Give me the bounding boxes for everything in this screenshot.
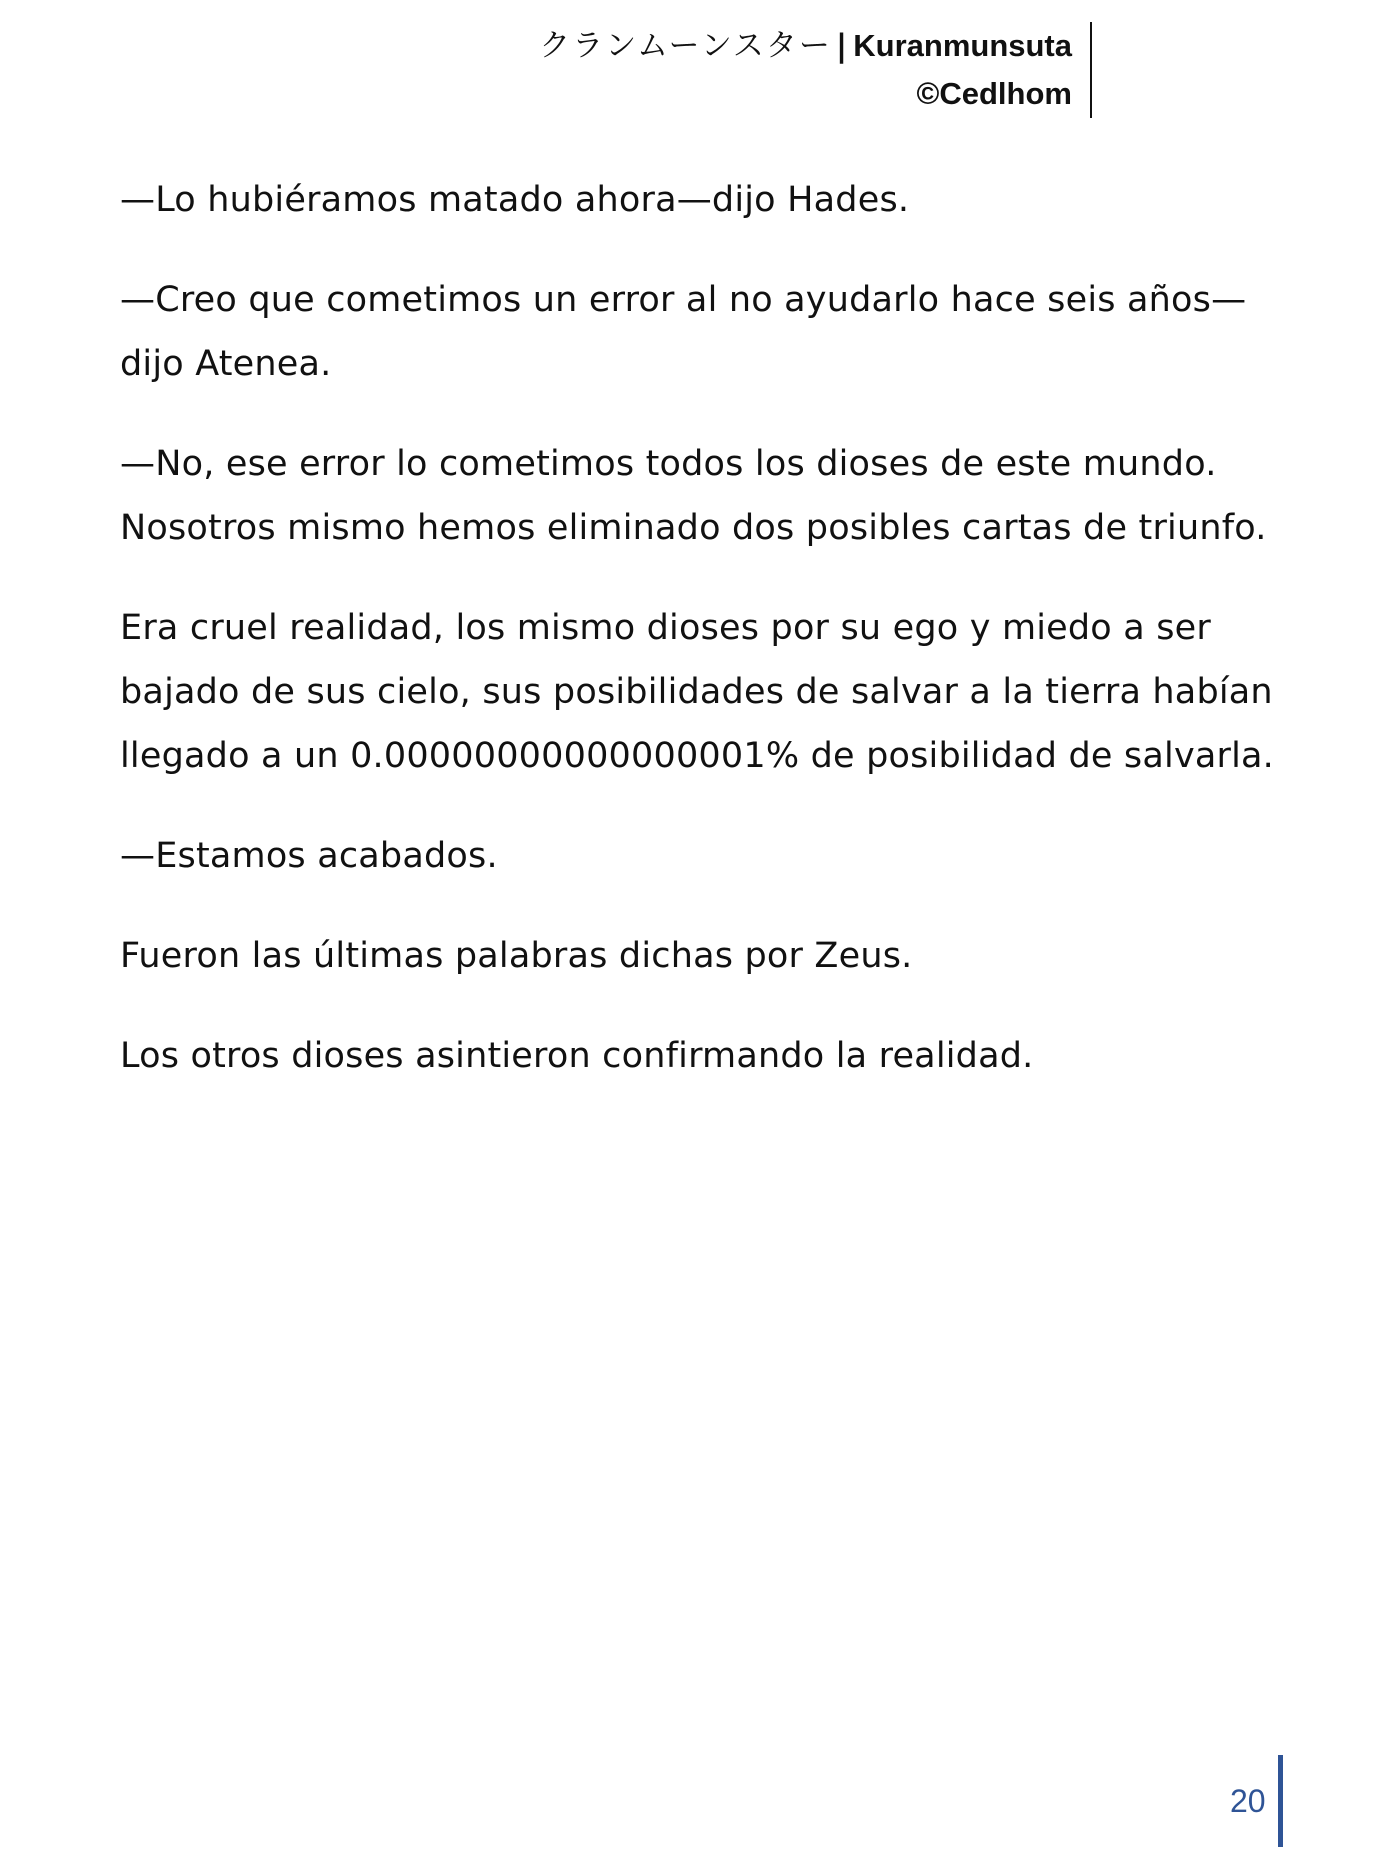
paragraph: Los otros dioses asintieron confirmando la realidad. bbox=[120, 1036, 1034, 1076]
header-separator: | bbox=[835, 28, 848, 64]
paragraph: —Creo que cometimos un error al no ayudarlo hace seis años—dijo Atenea. bbox=[120, 280, 1247, 384]
paragraph: —No, ese error lo cometimos todos los dioses de este mundo. Nosotros mismo hemos eliminado dos posibles cartas de triunfo. bbox=[120, 444, 1267, 548]
header-title-line bbox=[539, 22, 1072, 70]
paragraph: Fueron las últimas palabras dichas por Zeus. bbox=[120, 936, 913, 976]
header-copyright: ©Cedlhom bbox=[916, 76, 1072, 111]
header-series-title: Kuranmunsuta bbox=[853, 28, 1072, 63]
paragraph: —Lo hubiéramos matado ahora—dijo Hades. bbox=[120, 180, 910, 220]
page-body bbox=[120, 168, 1300, 1124]
page-footer bbox=[1230, 1755, 1283, 1847]
page-number-bar bbox=[1278, 1755, 1283, 1847]
paragraph: —Estamos acabados. bbox=[120, 836, 498, 876]
page-number: 20 bbox=[1230, 1783, 1266, 1819]
paragraph: Era cruel realidad, los mismo dioses por su ego y miedo a ser bajado de sus cielo, sus posibilidades de salvar a la tierra habían llegado a un 0.00000000000000001% de posibilidad de salvarla. bbox=[120, 608, 1274, 776]
page-header bbox=[539, 22, 1092, 118]
header-japanese-title: クランムーンスター bbox=[539, 28, 832, 64]
